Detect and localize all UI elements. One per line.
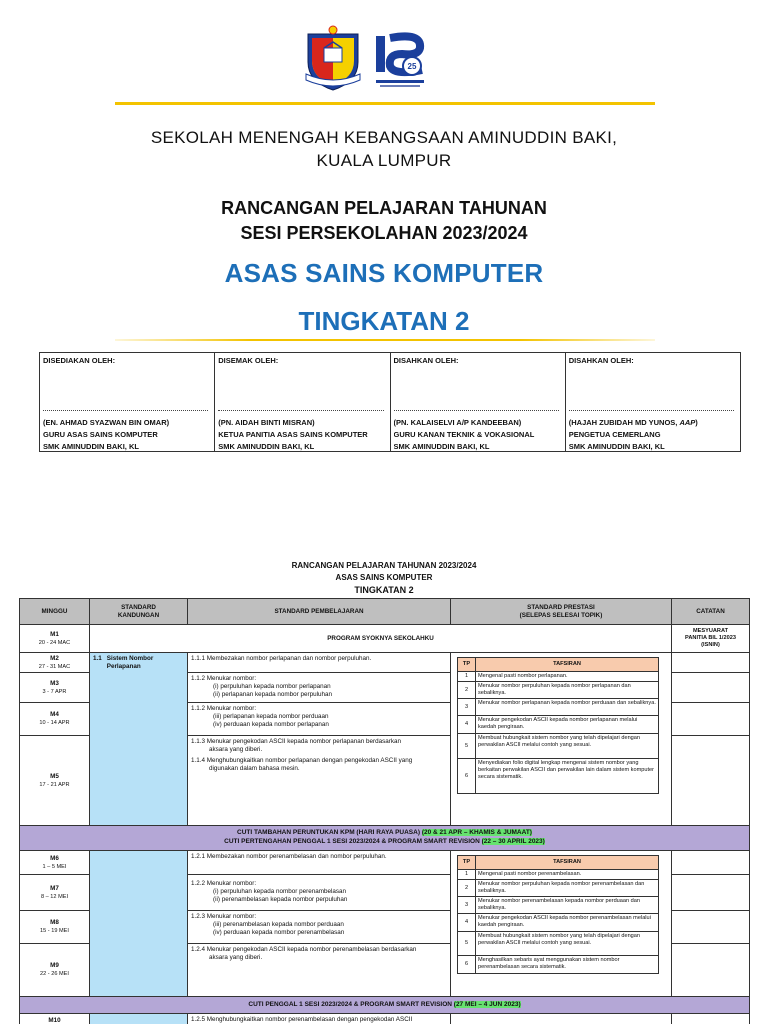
band-text: CUTI PENGGAL 1 SESI 2023/2024 & PROGRAM SMART REVISION <box>248 1001 454 1008</box>
signatory-prepared <box>40 353 215 451</box>
holiday-band-2 <box>19 996 750 1014</box>
sp-sub: (i) perpuluhan kepada nombor perenambelasan <box>213 888 347 895</box>
sp-text: 1.2.2 Menukar nombor: <box>191 880 257 887</box>
plan-header <box>0 560 768 596</box>
tp-level: 1 <box>458 672 476 682</box>
sp-sub: (iii) perenambelasan kepada nombor perduaan <box>213 921 344 928</box>
week-m8 <box>19 910 90 944</box>
tp-description: Menukar pengekodan ASCII kepada nombor perlapanan melalui kaedah pengiraan. <box>476 716 659 734</box>
gold-divider-top <box>115 102 655 105</box>
sp-text-cont: aksara yang diberi. <box>209 954 263 961</box>
plan-title-line: RANCANGAN PELAJARAN TAHUNAN <box>221 198 547 218</box>
holiday-band-1 <box>19 825 750 851</box>
signatory-name: (EN. AHMAD SYAZWAN BIN OMAR) <box>43 418 170 427</box>
week-dates: 17 - 21 APR <box>39 781 70 788</box>
sp-sub: (iv) perduaan kepada nombor perenambelasan <box>213 929 345 936</box>
m1-note <box>671 624 750 653</box>
week-code: M5 <box>50 772 59 780</box>
form-title: TINGKATAN 2 <box>298 306 470 336</box>
school-name-line2: KUALA LUMPUR <box>316 151 452 170</box>
tp-header-tafsiran: TAFSIRAN <box>476 856 659 870</box>
week-m10 <box>19 1013 90 1024</box>
signature-line <box>218 405 383 411</box>
week-code: M8 <box>50 919 59 926</box>
header-kandungan-l2: KANDUNGAN <box>117 611 160 619</box>
catatan-m4 <box>671 702 750 736</box>
tp-level: 4 <box>458 914 476 932</box>
week-m2 <box>19 652 90 673</box>
tp-row <box>458 870 659 880</box>
catatan-m5 <box>671 735 750 826</box>
signatory-name-text: (HAJAH ZUBIDAH MD YUNOS, <box>568 418 680 427</box>
m1-note-l1: MESYUARAT <box>692 628 728 634</box>
sp-1-1-3 <box>187 735 451 826</box>
signatory-table <box>39 352 741 452</box>
week-dates: 15 - 19 MEI <box>40 928 69 934</box>
signatory-approved-2 <box>566 353 740 451</box>
school-name-line1: SEKOLAH MENENGAH KEBANGSAAN AMINUDDIN BAKI, <box>150 128 618 147</box>
tp-level: 1 <box>458 870 476 880</box>
subject-title: ASAS SAINS KOMPUTER <box>224 258 544 288</box>
session-line: SESI PERSEKOLAHAN 2023/2024 <box>240 223 528 243</box>
topic-title-l2: Perlapanan <box>106 663 141 670</box>
topic-number: 1.1 <box>93 655 102 662</box>
tp-row <box>458 682 659 699</box>
band-text: CUTI TAMBAHAN PERUNTUKAN KPM (HARI RAYA PUASA) <box>237 829 422 836</box>
sp-text: 1.1.1 Membezakan nombor perlapanan dan nombor perpuluhan. <box>191 655 372 662</box>
school-name <box>0 126 768 172</box>
signatory-name-close: ) <box>695 418 698 427</box>
header-kandungan-l1: STANDARD <box>121 603 156 611</box>
header-prestasi <box>450 598 672 625</box>
plan-header-line2: ASAS SAINS KOMPUTER <box>335 573 433 582</box>
tp-row <box>458 897 659 914</box>
band-text: CUTI PERTENGAHAN PENGGAL 1 SESI 2023/2024 & PROGRAM SMART REVISION <box>224 838 482 845</box>
week-m9 <box>19 943 90 997</box>
band-highlight: (20 & 21 APR – KHAMIS & JUMAAT) <box>421 829 532 836</box>
week-dates: 10 - 14 APR <box>39 720 70 726</box>
tp-row <box>458 880 659 897</box>
sp-text: 1.2.4 Menukar pengekodan ASCII kepada nombor perenambelasan berdasarkan <box>191 946 417 953</box>
week-code: M1 <box>50 630 59 638</box>
plan-title <box>0 196 768 246</box>
signatory-label: DISAHKAN OLEH: <box>568 356 634 365</box>
signature-line <box>569 405 734 411</box>
week-code: M2 <box>50 654 59 662</box>
sp-text: 1.1.2 Menukar nombor: <box>191 705 257 712</box>
tp-description: Mengenal pasti nombor perlapanan. <box>476 672 659 682</box>
school-crest-icon <box>302 24 364 92</box>
signatory-name: (PN. KALAISELVI A/P KANDEEBAN) <box>393 418 522 427</box>
tp-table-1 <box>457 657 659 794</box>
tp-header-tp: TP <box>458 658 476 672</box>
sp-sub: (iv) perduaan kepada nombor perlapanan <box>213 721 329 728</box>
tp-level: 6 <box>458 759 476 794</box>
tp-row <box>458 759 659 794</box>
prestasi-1 <box>450 652 672 826</box>
sp-1-2-1 <box>187 850 451 875</box>
prestasi-2 <box>450 850 672 997</box>
catatan-m6 <box>671 850 750 875</box>
m1-note-l3: (ISNIN) <box>701 642 720 648</box>
sp-1-1-2b <box>187 702 451 736</box>
catatan-m8 <box>671 910 750 944</box>
signatory-name <box>569 417 737 429</box>
tp-description: Menukar nombor perpuluhan kepada nombor perlapanan dan sebaliknya. <box>476 682 659 699</box>
week-m3 <box>19 672 90 703</box>
header-kandungan <box>89 598 188 625</box>
signatory-label: DISAHKAN OLEH: <box>393 356 459 365</box>
tp-level: 5 <box>458 734 476 759</box>
sp-text: 1.1.3 Menukar pengekodan ASCII kepada nombor perlapanan berdasarkan <box>191 738 402 745</box>
topic-title-l1: Sistem Nombor <box>106 655 154 662</box>
signatory-org: SMK AMINUDDIN BAKI, KL <box>43 442 139 451</box>
signatory-role: PENGETUA CEMERLANG <box>568 430 661 439</box>
sp-text: 1.1.4 Menghubungkaitkan nombor perlapanan dengan pengekodan ASCII yang <box>191 757 413 764</box>
tp-description: Membuat hubungkait sistem nombor yang telah dipelajari dengan perwakilan ASCII melalui contoh yang sesuai. <box>476 734 659 759</box>
m1-program: PROGRAM SYOKNYA SEKOLAHKU <box>89 624 672 653</box>
header-catatan: CATATAN <box>671 598 750 625</box>
week-code: M4 <box>50 711 59 718</box>
sp-sub: (i) perpuluhan kepada nombor perlapanan <box>213 683 331 690</box>
tp-row <box>458 734 659 759</box>
week-m4 <box>19 702 90 736</box>
header-pembelajaran: STANDARD PEMBELAJARAN <box>187 598 451 625</box>
week-m5 <box>19 735 90 826</box>
tp-header-tp: TP <box>458 856 476 870</box>
sp-text-cont: aksara yang diberi. <box>209 746 263 753</box>
signatory-name: (PN. AIDAH BINTI MISRAN) <box>218 418 315 427</box>
sp-text: 1.2.3 Menukar nombor: <box>191 913 257 920</box>
signature-line <box>394 405 559 411</box>
signatory-org: SMK AMINUDDIN BAKI, KL <box>568 442 665 451</box>
tp-description: Menghasilkan sebaris ayat menggunakan sistem nombor perenambelasan secara sistematik. <box>476 956 659 974</box>
catatan-m9 <box>671 943 750 997</box>
kandungan-1-2 <box>89 850 188 997</box>
tp-row <box>458 716 659 734</box>
signatory-approved-1 <box>391 353 566 451</box>
signatory-role: GURU KANAN TEKNIK & VOKASIONAL <box>393 430 535 439</box>
tp-level: 6 <box>458 956 476 974</box>
kandungan-m10 <box>89 1013 188 1024</box>
kandungan-1-1 <box>89 652 188 826</box>
sp-text: 1.1.2 Menukar nombor: <box>191 675 257 682</box>
week-m7 <box>19 874 90 911</box>
sp-1-2-2 <box>187 874 451 911</box>
header-prestasi-l2: (SELEPAS SELESAI TOPIK) <box>519 611 603 619</box>
sp-1-2-3 <box>187 910 451 944</box>
tp-description: Menukar nombor perlapanan kepada nombor perduaan dan sebaliknya. <box>476 699 659 716</box>
band-highlight: (22 – 30 APRIL 2023) <box>481 838 545 845</box>
tp-description: Menukar nombor perpuluhan kepada nombor perenambelasan dan sebaliknya. <box>476 880 659 897</box>
catatan-m3 <box>671 672 750 703</box>
signatory-role: KETUA PANITIA ASAS SAINS KOMPUTER <box>218 430 368 439</box>
tp-description: Membuat hubungkait sistem nombor yang telah dipelajari dengan perwakilan ASCII melalui contoh yang sesuai. <box>476 932 659 956</box>
week-dates: 22 - 26 MEI <box>40 971 69 977</box>
week-dates: 3 - 7 APR <box>42 688 67 695</box>
m1-note-l2: PANITIA BIL 1/2023 <box>685 635 736 641</box>
tp-level: 4 <box>458 716 476 734</box>
week-dates: 1 – 5 MEI <box>42 863 67 870</box>
tp-row <box>458 956 659 974</box>
logo-25-text: 25 <box>407 62 417 71</box>
week-m6 <box>19 850 90 875</box>
tp-level: 3 <box>458 897 476 914</box>
sp-1-2-5 <box>187 1013 451 1024</box>
sp-text: 1.2.5 Menghubungkaitkan nombor perenambelasan dengan pengekodan ASCII <box>191 1016 413 1023</box>
tp-row <box>458 699 659 716</box>
gold-divider-bottom <box>115 339 655 341</box>
25-anniversary-logo-icon <box>372 26 428 90</box>
signatory-org: SMK AMINUDDIN BAKI, KL <box>218 442 315 451</box>
signatory-checked <box>215 353 390 451</box>
tp-row <box>458 932 659 956</box>
header-prestasi-l1: STANDARD PRESTASI <box>527 603 595 611</box>
sp-sub: (ii) perlapanan kepada nombor perpuluhan <box>213 691 333 698</box>
week-code: M9 <box>50 962 59 969</box>
week-code: M10 <box>48 1017 61 1024</box>
week-code: M6 <box>50 854 59 862</box>
tp-level: 3 <box>458 699 476 716</box>
band-highlight: (27 MEI – 4 JUN 2023) <box>453 1001 521 1008</box>
sp-1-2-4 <box>187 943 451 997</box>
signatory-label: DISEMAK OLEH: <box>218 356 279 365</box>
sp-1-1-1 <box>187 652 451 673</box>
signatory-label: DISEDIAKAN OLEH: <box>43 356 116 365</box>
sp-text-cont: digunakan dalam bahasa mesin. <box>209 765 300 772</box>
sp-text: 1.2.1 Membezakan nombor perenambelasan dan nombor perpuluhan. <box>191 853 387 860</box>
prestasi-m10 <box>450 1013 672 1024</box>
week-code: M7 <box>50 884 59 892</box>
tp-table-2 <box>457 855 659 974</box>
catatan-m7 <box>671 874 750 911</box>
signatory-role: GURU ASAS SAINS KOMPUTER <box>43 430 158 439</box>
week-dates: 27 - 31 MAC <box>38 663 71 670</box>
catatan-m2 <box>671 652 750 673</box>
sp-1-1-2a <box>187 672 451 703</box>
tp-row <box>458 672 659 682</box>
sp-sub: (iii) perlapanan kepada nombor perduaan <box>213 713 329 720</box>
tp-level: 2 <box>458 880 476 897</box>
tp-description: Menukar nombor perenambelasan kepada nombor perduaan dan sebaliknya. <box>476 897 659 914</box>
tp-level: 2 <box>458 682 476 699</box>
tp-level: 5 <box>458 932 476 956</box>
week-code: M3 <box>50 679 59 687</box>
tp-description: Menukar pengekodan ASCII kepada nombor perenambelasan melalui kaedah pengiraan. <box>476 914 659 932</box>
header-minggu: MINGGU <box>19 598 90 625</box>
tp-header-tafsiran: TAFSIRAN <box>476 658 659 672</box>
week-dates: 8 – 12 MEI <box>40 893 69 900</box>
week-dates: 20 - 24 MAC <box>38 639 71 646</box>
logo-bar <box>0 24 768 94</box>
catatan-m10 <box>671 1013 750 1024</box>
week-m1 <box>19 624 90 653</box>
tp-description: Menyediakan folio digital lengkap mengenai sistem nombor yang berkaitan perwakilan ASCII dan perwakilan lain dalam sistem komputer secara sistematik. <box>476 759 659 794</box>
tp-row <box>458 914 659 932</box>
signature-line <box>43 405 208 411</box>
signatory-title-italic: AAP <box>679 418 696 427</box>
plan-header-line1: RANCANGAN PELAJARAN TAHUNAN 2023/2024 <box>291 561 477 570</box>
signatory-org: SMK AMINUDDIN BAKI, KL <box>393 442 490 451</box>
sp-sub: (ii) perenambelasan kepada nombor perpuluhan <box>213 896 348 903</box>
tp-description: Mengenal pasti nombor perenambelasan. <box>476 870 659 880</box>
plan-header-line3: TINGKATAN 2 <box>354 585 414 595</box>
